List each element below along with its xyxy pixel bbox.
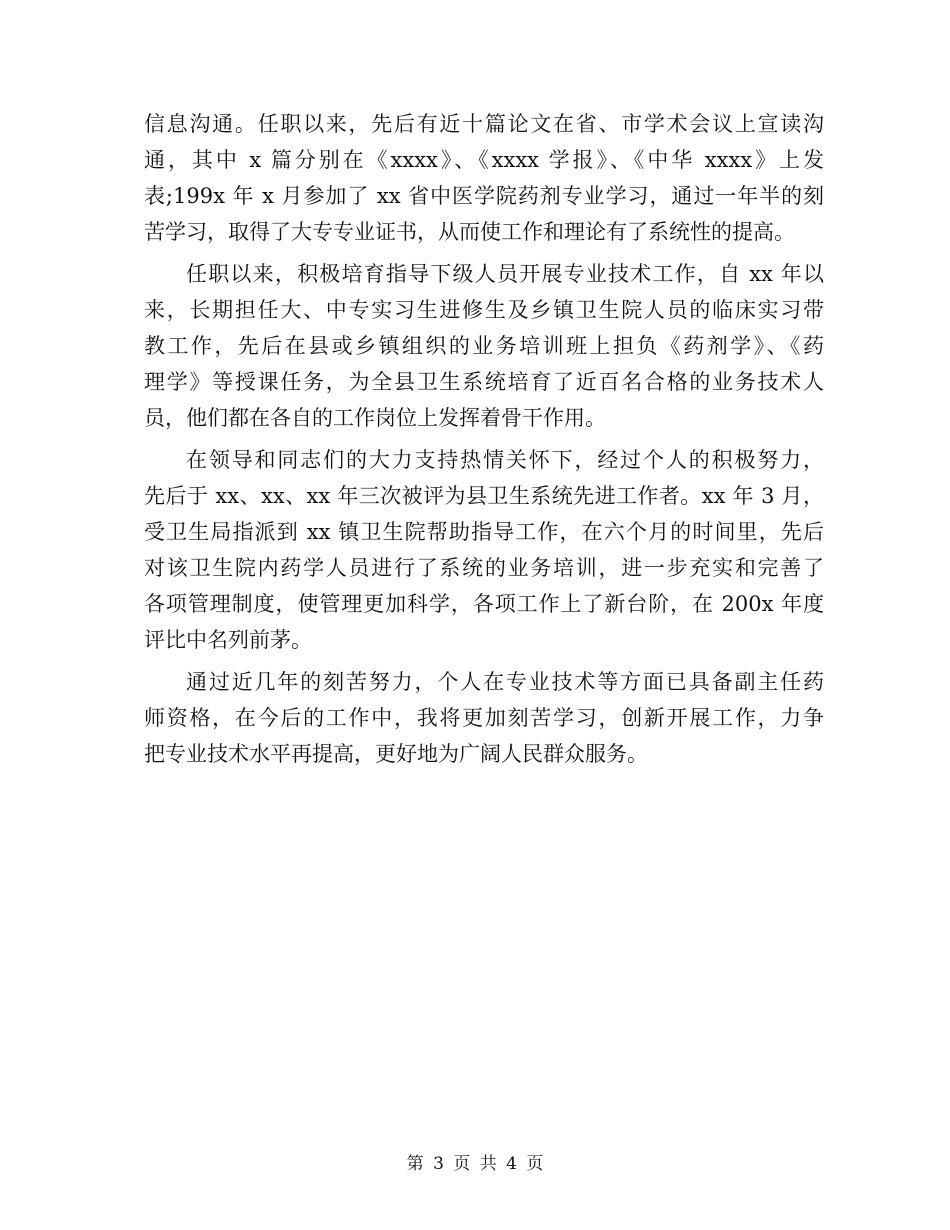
paragraph-3-line-1: 在领导和同志们的大力支持热情关怀下，经过个人的积极努力， xyxy=(186,448,824,472)
paragraph-1-line-2: 通，其中 x 篇分别在《xxxx》、《xxxx 学报》、《中华 xxxx》上发 xyxy=(144,148,824,172)
paragraph-3-line-6: 评比中名列前茅。 xyxy=(144,628,312,652)
paragraph-3-line-2: 先后于 xx、xx、xx 年三次被评为县卫生系统先进工作者。xx 年 3 月， xyxy=(144,484,824,508)
paragraph-3-line-3: 受卫生局指派到 xx 镇卫生院帮助指导工作，在六个月的时间里，先后 xyxy=(144,520,824,544)
paragraph-2-line-5: 员，他们都在各自的工作岗位上发挥着骨干作用。 xyxy=(144,406,606,430)
paragraph-2-line-4: 理学》等授课任务，为全县卫生系统培育了近百名合格的业务技术人 xyxy=(144,370,824,394)
paragraph-1-line-1: 信息沟通。任职以来，先后有近十篇论文在省、市学术会议上宣读沟 xyxy=(144,112,824,136)
paragraph-4-line-2: 师资格，在今后的工作中，我将更加刻苦学习，创新开展工作，力争 xyxy=(144,706,824,730)
paragraph-2-line-1: 任职以来，积极培育指导下级人员开展专业技术工作，自 xx 年以 xyxy=(186,262,824,286)
paragraph-4-line-3: 把专业技术水平再提高，更好地为广阔人民群众服务。 xyxy=(144,742,648,766)
paragraph-4-line-1: 通过近几年的刻苦努力，个人在专业技术等方面已具备副主任药 xyxy=(186,670,824,694)
paragraph-3-line-4: 对该卫生院内药学人员进行了系统的业务培训，进一步充实和完善了 xyxy=(144,556,824,580)
page-number-footer: 第 3 页 共 4 页 xyxy=(406,1154,544,1174)
paragraph-2-line-3: 教工作，先后在县或乡镇组织的业务培训班上担负《药剂学》、《药 xyxy=(144,334,824,358)
paragraph-1-line-3: 表;199x 年 x 月参加了 xx 省中医学院药剂专业学习，通过一年半的刻 xyxy=(144,184,824,208)
paragraph-1-line-4: 苦学习，取得了大专专业证书，从而使工作和理论有了系统性的提高。 xyxy=(144,220,795,244)
paragraph-3-line-5: 各项管理制度，使管理更加科学，各项工作上了新台阶，在 200x 年度 xyxy=(144,592,824,616)
paragraph-2-line-2: 来，长期担任大、中专实习生进修生及乡镇卫生院人员的临床实习带 xyxy=(144,298,824,322)
